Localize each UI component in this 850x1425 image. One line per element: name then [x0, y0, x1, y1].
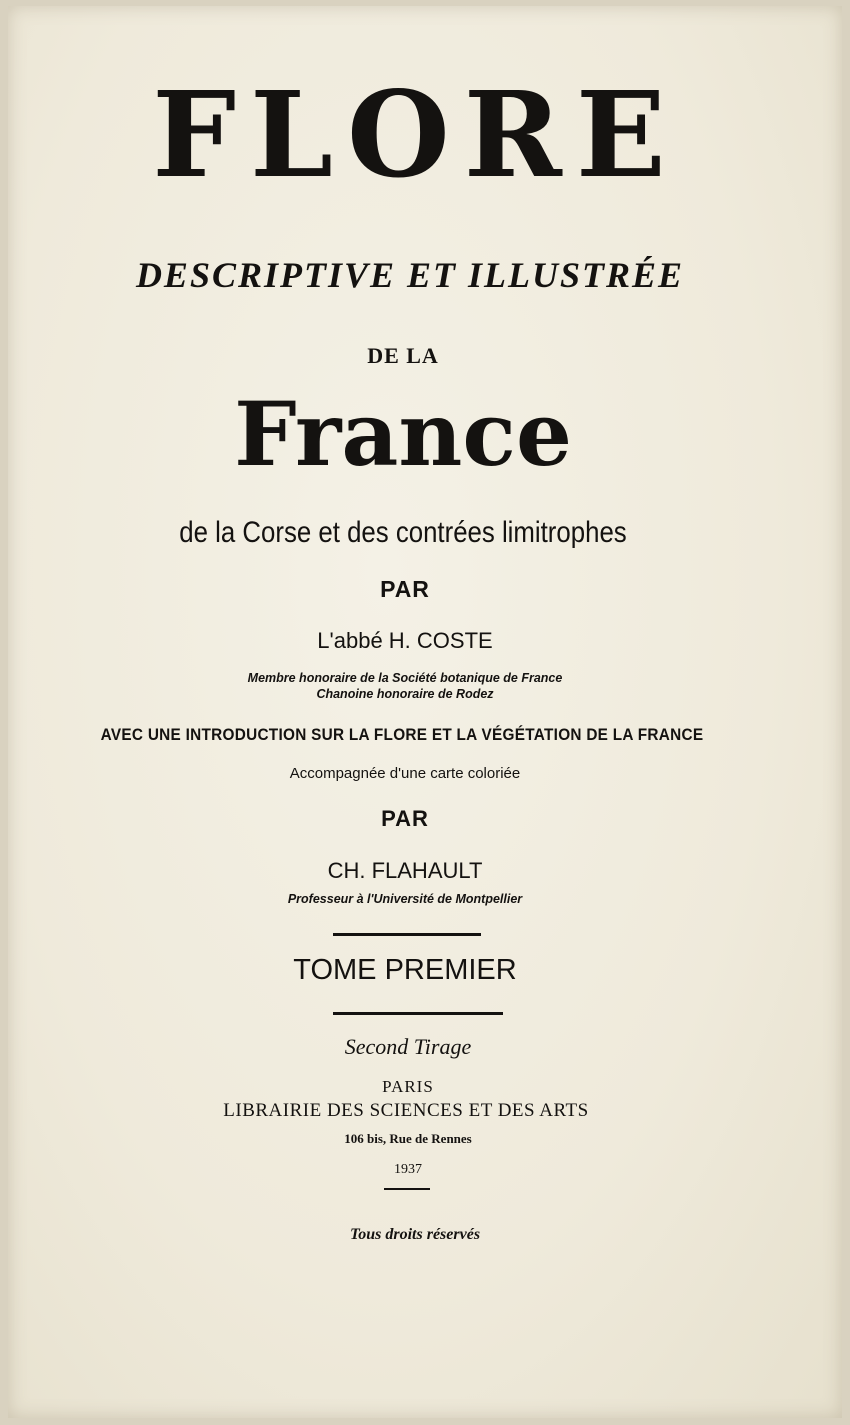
publisher-city: PARIS [382, 1077, 434, 1096]
introduction-note: AVEC UNE INTRODUCTION SUR LA FLORE ET LA VÉGÉTATION DE LA FRANCE [100, 726, 704, 744]
publication-year: 1937 [394, 1162, 422, 1177]
subtitle-descriptive: DESCRIPTIVE ET ILLUSTRÉE [135, 255, 685, 295]
printing-note: Second Tirage [344, 1034, 472, 1059]
rights-notice: Tous droits réservés [349, 1226, 481, 1243]
volume-title: TOME PREMIER [293, 954, 517, 986]
country-title: France [234, 382, 572, 486]
author-credential-line: Membre honoraire de la Société botanique de France [247, 671, 563, 685]
author-credentials [8, 670, 802, 702]
divider-rule [333, 1012, 503, 1015]
by-label-author: PAR [380, 576, 430, 602]
scope-subtitle: de la Corse et des contrées limitrophes [179, 516, 627, 549]
divider-rule [333, 933, 481, 936]
divider-rule [384, 1188, 430, 1190]
map-note: Accompagnée d'une carte coloriée [289, 765, 521, 782]
main-title: FLORE [152, 65, 680, 204]
coauthor-name: CH. FLAHAULT [327, 858, 483, 883]
subtitle-de-la: DE LA [367, 343, 439, 368]
publisher-name: LIBRAIRIE DES SCIENCES ET DES ARTS [223, 1100, 589, 1121]
title-page [8, 6, 842, 1418]
by-label-coauthor: PAR [381, 806, 429, 831]
author-credential-line: Chanoine honoraire de Rodez [316, 687, 494, 701]
coauthor-credentials: Professeur à l'Université de Montpellier [287, 892, 523, 906]
author-name: L'abbé H. COSTE [317, 628, 493, 653]
publisher-address: 106 bis, Rue de Rennes [344, 1131, 472, 1146]
